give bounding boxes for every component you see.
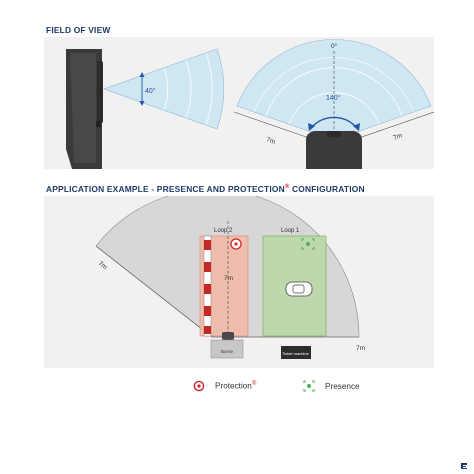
range-bottom-label: 7m	[356, 345, 366, 352]
fov-range-right-label: 7m	[392, 132, 404, 142]
legend-protection	[193, 380, 256, 392]
application-title-mark: ®	[284, 184, 290, 191]
protection-target-icon	[231, 239, 241, 249]
ticket-machine-label: Ticket machine	[282, 351, 309, 356]
car-icon	[286, 282, 312, 296]
range-mid-label: 7m	[224, 275, 234, 282]
application-example-title	[46, 184, 365, 194]
horizontal-fov-sector	[234, 40, 434, 169]
protection-legend-label: Protection®	[215, 381, 257, 391]
field-of-view-diagram	[44, 37, 434, 169]
barrier-label: Borne	[221, 349, 234, 354]
vertical-angle-label: 40°	[145, 88, 156, 95]
application-title-suffix: CONFIGURATION	[289, 184, 365, 194]
legend-presence	[303, 380, 360, 392]
sensor-side-view	[66, 49, 103, 169]
loop2-label: Loop 2	[214, 228, 233, 234]
presence-legend-label: Presence	[325, 381, 360, 391]
field-of-view-title: FIELD OF VIEW	[46, 25, 111, 35]
application-title-text: APPLICATION EXAMPLE - PRESENCE AND PROTECTION	[46, 184, 285, 194]
protection-legend-icon	[193, 380, 205, 392]
field-of-view-panel	[44, 37, 434, 169]
application-diagram	[44, 196, 434, 368]
presence-legend-icon	[303, 380, 315, 392]
fov-range-left-label: 7m	[265, 136, 277, 146]
vertical-fov-sector	[104, 49, 224, 129]
corner-logo-icon	[460, 462, 468, 470]
loop1-label: Loop 1	[281, 228, 300, 234]
zero-degree-label: 0°	[331, 43, 338, 50]
barrier-arm	[204, 236, 211, 336]
horizontal-angle-label: 140°	[326, 95, 341, 102]
sensor-top-view	[222, 332, 234, 340]
range-left-label: 7m	[96, 260, 109, 272]
application-example-panel	[44, 196, 434, 368]
